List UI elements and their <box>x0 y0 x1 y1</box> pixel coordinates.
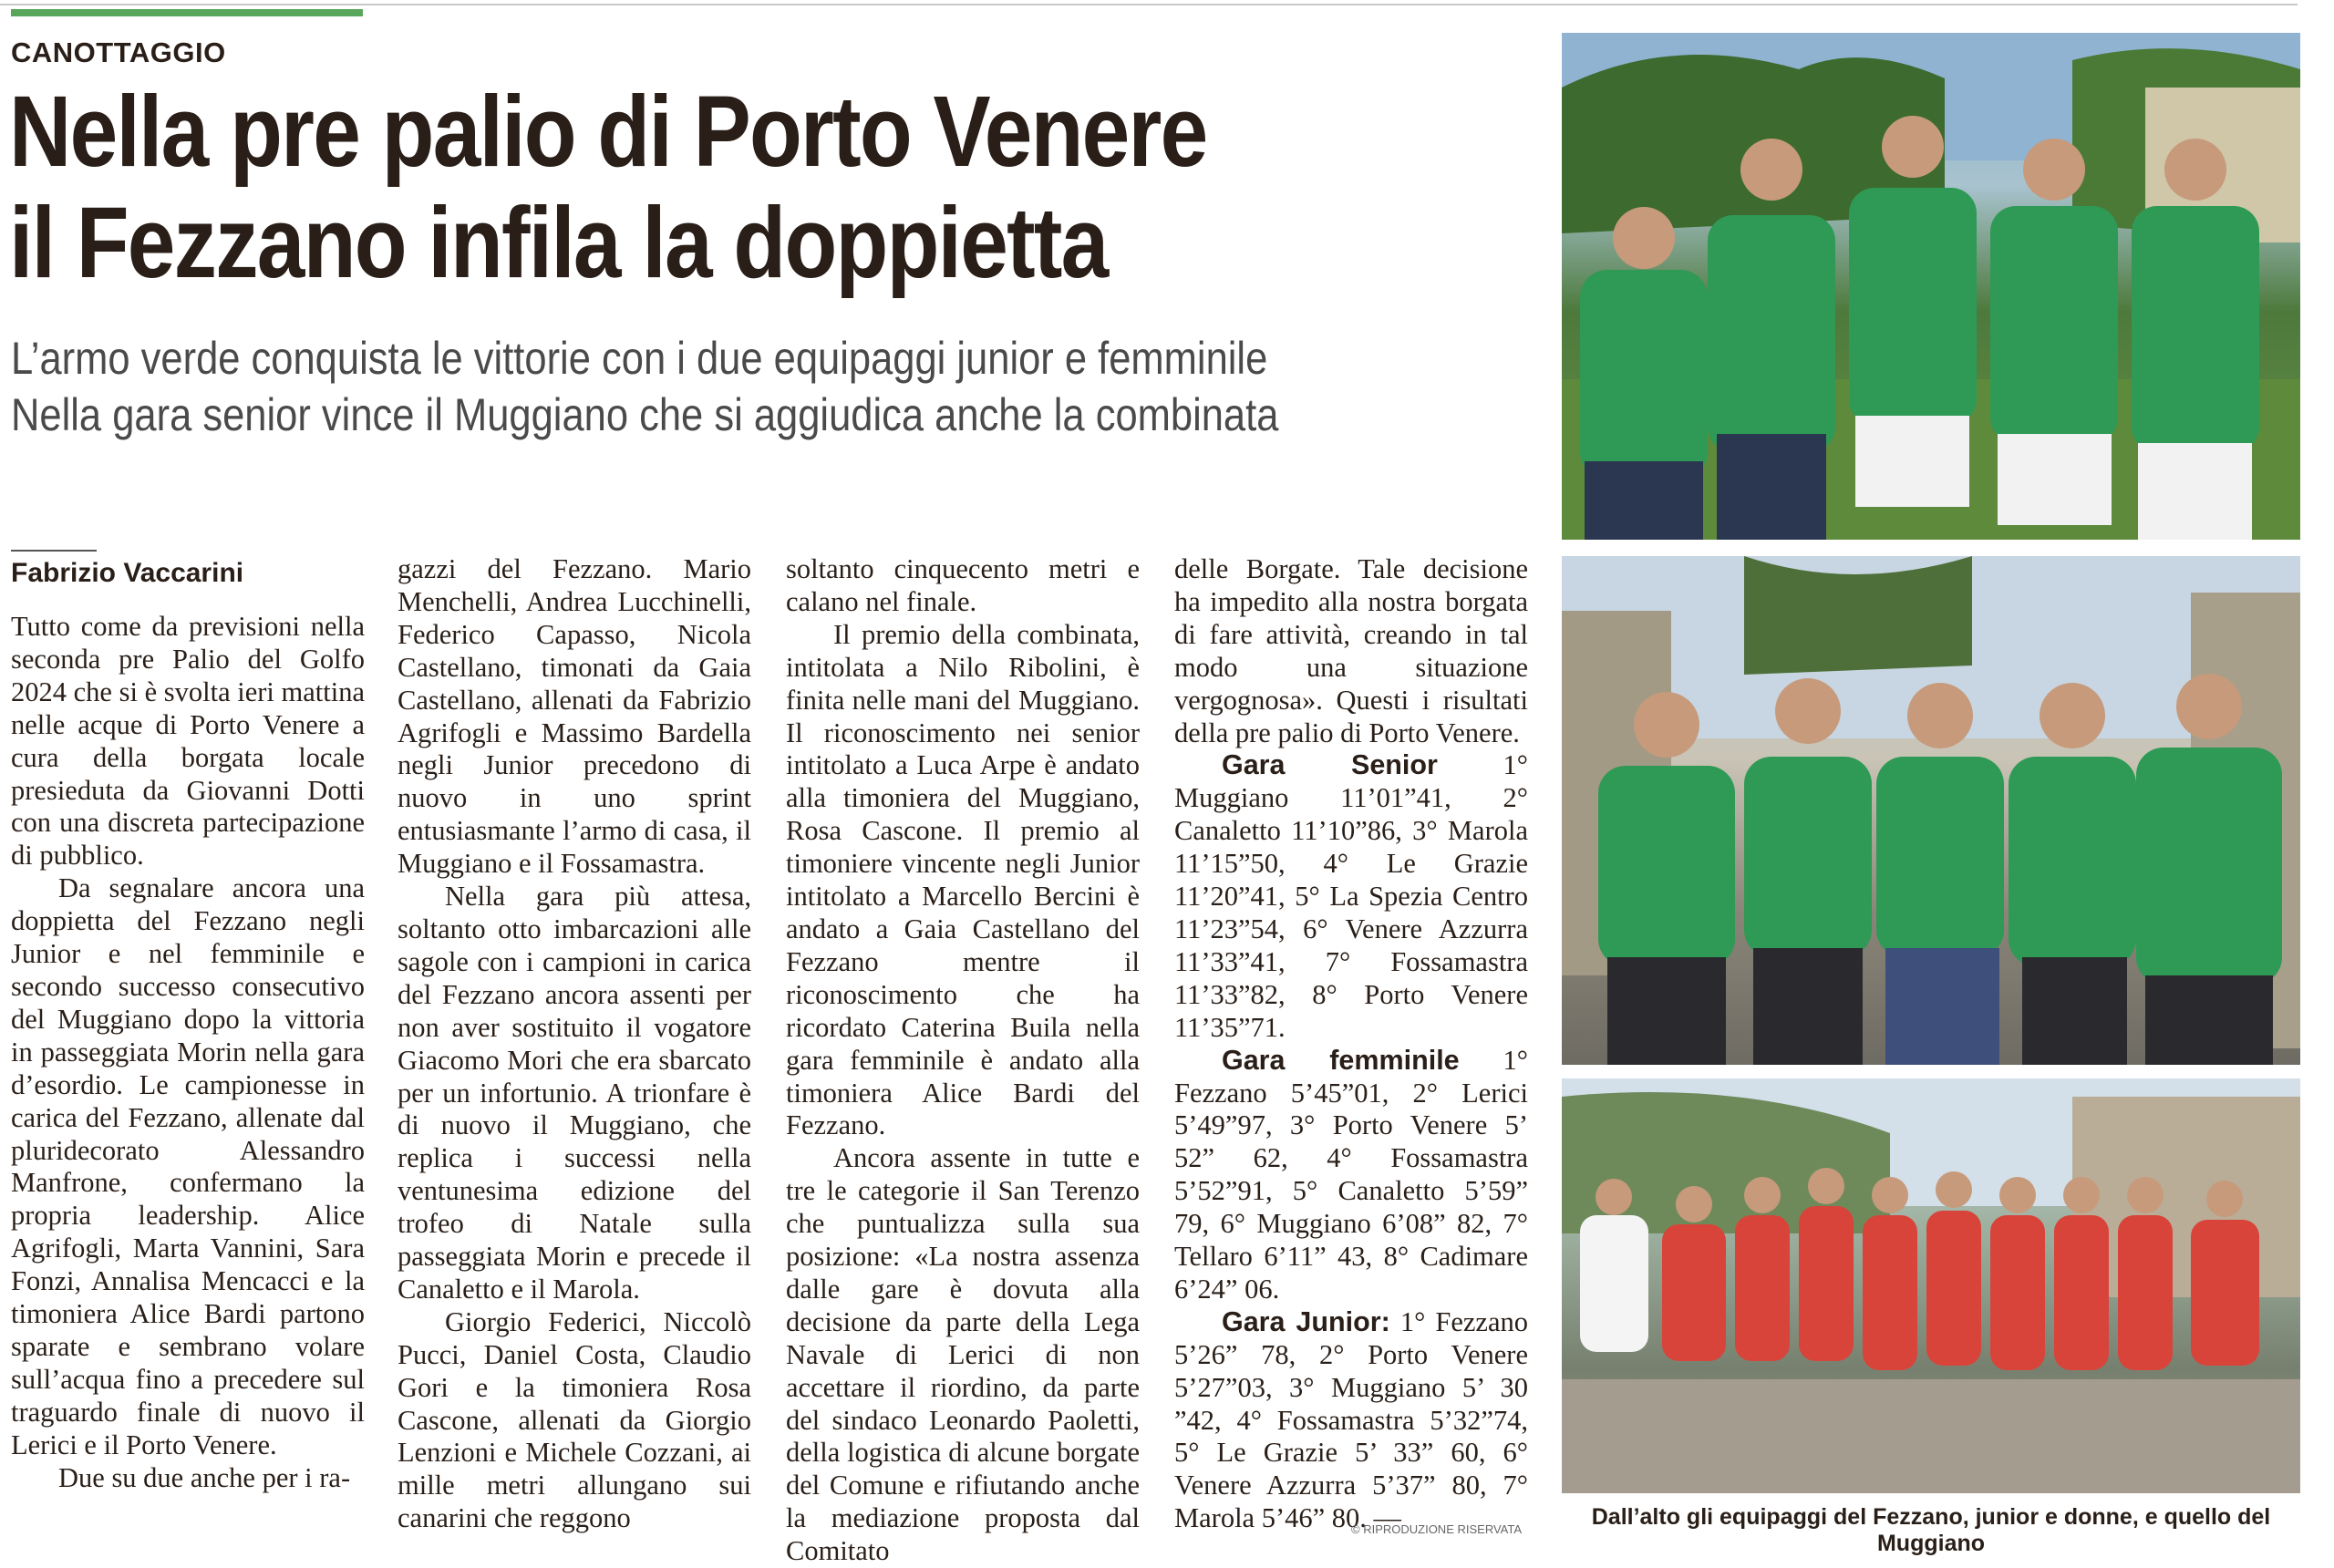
headline <box>9 77 1311 299</box>
subheadline-line-1: L’armo verde conquista le vittorie con i due equipaggi junior e femminile <box>11 333 1268 384</box>
paragraph: Il premio della combinata, intitolata a Nilo Ribolini, è finita nelle mani del Muggiano. Il riconoscimento nei senior intitolato a Luca Arpe è andato alla timoniera del Muggiano, Rosa Cascone. Il premio al timoniere vincente negli Junior intitolato a Marcello Bercini è andato a Gaia Castellano del Fezzano mentre il riconoscimento che ha ricordato Caterina Buila nella gara femminile è andato alla timoniera Alice Bardi del Fezzano. <box>786 618 1140 1141</box>
results-text: 1° Fezzano 5’45”01, 2° Lerici 5’49”97, 3° Porto Venere 5’ 52” 62, 4° Fossamastra 5’52”91, 5° Canaletto 5’59” 79, 6° Muggiano 6’08” 82, 7° Tellaro 6’11” 43, 8° Cadimare 6’24” 06. <box>1174 1044 1528 1305</box>
byline: Fabrizio Vaccarini <box>11 558 244 588</box>
headline-line-2: il Fezzano infila la doppietta <box>9 187 1108 299</box>
paragraph: Due su due anche per i ra- <box>58 1461 351 1493</box>
results-junior <box>1174 1306 1528 1535</box>
headline-line-1: Nella pre palio di Porto Venere <box>9 76 1207 188</box>
paragraph: Ancora assente in tutte e tre le categorie il San Terenzo che puntualizza sulla sua posizione: «La nostra assenza dalle gare è dovuta alla decisione da parte della Lega Navale di Lerici di non accettare il riordino, da parte del sindaco Leonardo Paoletti, della logistica di alcune borgate del Comune e rifiutando anche la mediazione proposta dal Comitato <box>786 1142 1140 1567</box>
section-accent-bar <box>11 9 363 16</box>
photo-caption: Dall’alto gli equipaggi del Fezzano, junior e donne, e quello del Muggiano <box>1591 1504 2271 1556</box>
subheadline <box>11 330 1439 443</box>
paragraph: gazzi del Fezzano. Mario Menchelli, Andrea Lucchinelli, Federico Capasso, Nicola Castellano, timonati da Gaia Castellano, allenati da Fabrizio Agrifogli e Massimo Bardella negli Junior precedono di nuovo in uno sprint entusiasmante l’armo di casa, il Muggiano e il Fossamastra. <box>398 553 751 880</box>
top-rule <box>0 4 2298 5</box>
photo-junior-crew <box>1562 33 2300 540</box>
byline-rule <box>11 550 97 552</box>
photo-womens-crew <box>1562 556 2300 1065</box>
article-column-2 <box>398 553 751 1535</box>
paragraph: Giorgio Federici, Niccolò Pucci, Daniel Costa, Claudio Gori e la timoniera Rosa Cascone, allenati da Giorgio Lenzioni e Michele Cozzani, ai mille metri allungano sui canarini che reggono <box>398 1305 751 1534</box>
section-label: CANOTTAGGIO <box>11 36 226 68</box>
paragraph: delle Borgate. Tale decisione ha impedito alla nostra borgata di fare attività, creando in tal modo una situazione vergognosa». Questi i risultati della pre palio di Porto Venere. <box>1174 553 1528 748</box>
results-senior <box>1174 749 1528 1044</box>
article-column-1 <box>11 611 365 1494</box>
results-label: Gara Senior <box>1222 749 1438 781</box>
subheadline-line-2: Nella gara senior vince il Muggiano che si aggiudica anche la combinata <box>11 389 1279 440</box>
paragraph: Tutto come da previsioni nella seconda pre Palio del Golfo 2024 che si è svolta ieri mattina nelle acque di Porto Venere a cura della borgata locale presieduta da Giovanni Dotti con una discreta partecipazione di pubblico. <box>11 611 365 872</box>
copyright-notice: © RIPRODUZIONE RISERVATA <box>1351 1522 1523 1536</box>
paragraph: Nella gara più attesa, soltanto otto imbarcazioni alle sagole con i campioni in carica del Fezzano ancora assenti per non aver sostituito il vogatore Giacomo Mori che era sbarcato per un infortunio. A trionfare è di nuovo il Muggiano, che replica i successi nella ventunesima edizione del trofeo di Natale sulla passeggiata Morin e precede il Canaletto e il Marola. <box>398 881 751 1305</box>
results-women <box>1174 1045 1528 1306</box>
article-column-3 <box>786 553 1140 1568</box>
paragraph: Da segnalare ancora una doppietta del Fezzano negli Junior e nel femminile e secondo successo consecutivo del Muggiano dopo la vittoria in passeggiata Morin nella gara d’esordio. Le campionesse in carica del Fezzano, allenate dal pluridecorato Alessandro Manfrone, confermano la propria leadership. Alice Agrifogli, Marta Vannini, Sara Fonzi, Annalisa Mencacci e la timoniera Alice Bardi partono sparate e sembrano volare sull’acqua fino a precedere sul traguardo finale di nuovo il Lerici e il Porto Venere. <box>11 872 365 1460</box>
photo-muggiano-crew <box>1562 1078 2300 1493</box>
results-label: Gara Junior: <box>1222 1305 1390 1337</box>
paragraph: soltanto cinquecento metri e calano nel finale. <box>786 553 1140 617</box>
article-column-4 <box>1174 553 1528 1535</box>
results-text: 1° Muggiano 11’01”41, 2° Canaletto 11’10”86, 3° Marola 11’15”50, 4° Le Grazie 11’20”41, 5° La Spezia Centro 11’23”54, 6° Venere Azzurra 11’33”41, 7° Fossamastra 11’33”82, 8° Porto Venere 11’35”71. <box>1174 749 1529 1043</box>
results-text: 1° Fezzano 5’26” 78, 2° Porto Venere 5’27”03, 3° Muggiano 5’ 30 ”42, 4° Fossamastra 5’32”74, 5° Le Grazie 5’ 33” 60, 6° Venere Azzurra 5’37” 80, 7° Marola 5’46” 80. — <box>1174 1305 1528 1534</box>
results-label: Gara femminile <box>1222 1044 1460 1076</box>
